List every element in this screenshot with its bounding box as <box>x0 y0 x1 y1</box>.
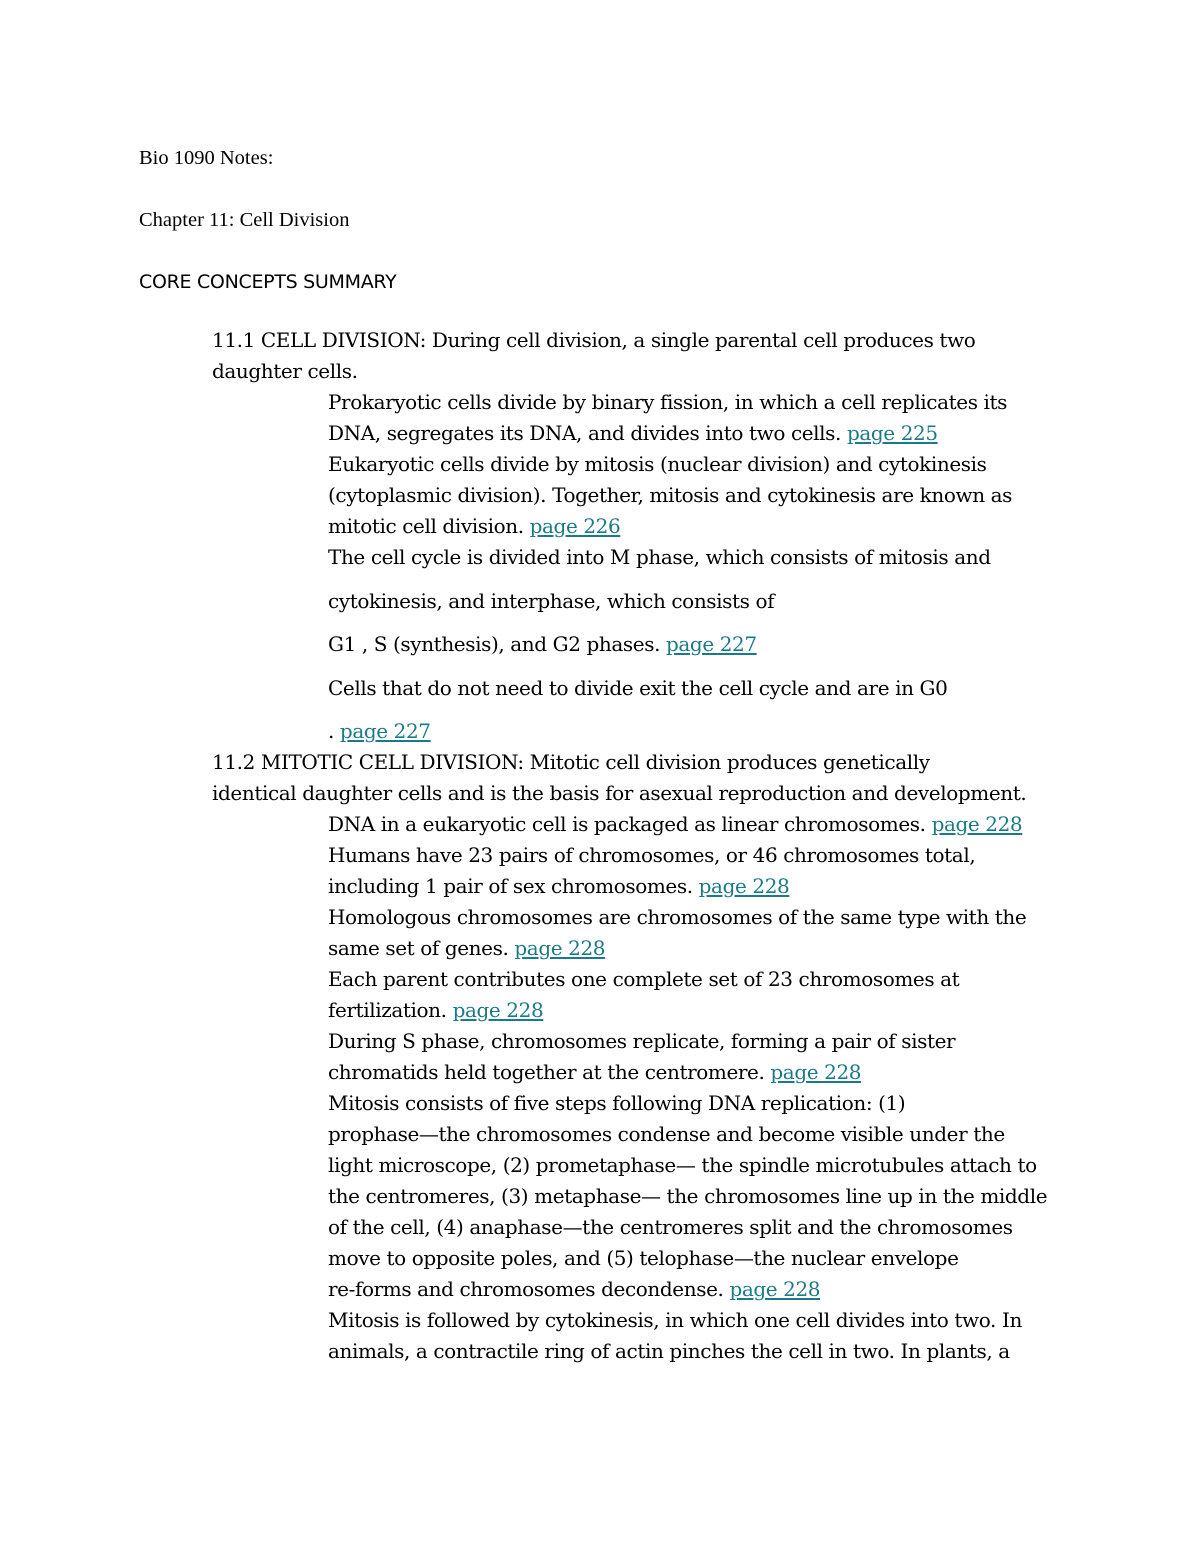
bullet-text: animals, a contractile ring of actin pinches the cell in two. In plants, a <box>328 1339 1010 1363</box>
bullet-text: Mitosis is followed by cytokinesis, in which one cell divides into two. In <box>328 1308 1022 1332</box>
bullet-text: Homologous chromosomes are chromosomes of the same type with the <box>328 905 1027 929</box>
bullet-text: re-forms and chromosomes decondense. page 228 <box>328 1277 821 1301</box>
bullet-text: (cytoplasmic division). Together, mitosis and cytokinesis are known as <box>328 483 1013 507</box>
section-title: CORE CONCEPTS SUMMARY <box>139 271 397 293</box>
section-heading-11-1: 11.1 CELL DIVISION: During cell division, a single parental cell produces two <box>212 328 976 352</box>
bullet-text: Cells that do not need to divide exit the cell cycle and are in G0 <box>328 676 948 700</box>
bullet-text: of the cell, (4) anaphase—the centromeres split and the chromosomes <box>328 1215 1013 1239</box>
bullet-text: same set of genes. page 228 <box>328 936 606 960</box>
bullet-text: Humans have 23 pairs of chromosomes, or 46 chromosomes total, <box>328 843 976 867</box>
bullet-text: G1 , S (synthesis), and G2 phases. page 227 <box>328 632 757 656</box>
bullet-text: Mitosis consists of five steps following DNA replication: (1) <box>328 1091 906 1115</box>
page-link[interactable]: page 228 <box>514 936 606 960</box>
page-link[interactable]: page 225 <box>846 421 938 445</box>
bullet-text: cytokinesis, and interphase, which consists of <box>328 589 775 613</box>
page-link[interactable]: page 227 <box>339 719 431 743</box>
bullet-text: . page 227 <box>328 719 431 743</box>
bullet-text: chromatids held together at the centromere. page 228 <box>328 1060 862 1084</box>
section-heading-11-2: 11.2 MITOTIC CELL DIVISION: Mitotic cell division produces genetically <box>212 750 930 774</box>
bullet-text: The cell cycle is divided into M phase, which consists of mitosis and <box>328 545 991 569</box>
chapter-title: Chapter 11: Cell Division <box>139 209 350 231</box>
bullet-text: move to opposite poles, and (5) telophase—the nuclear envelope <box>328 1246 959 1270</box>
page-link[interactable]: page 228 <box>698 874 790 898</box>
bullet-text: DNA, segregates its DNA, and divides into two cells. page 225 <box>328 421 938 445</box>
bullet-text: Each parent contributes one complete set of 23 chromosomes at <box>328 967 960 991</box>
page-link[interactable]: page 228 <box>729 1277 821 1301</box>
section-heading-11-1-cont: daughter cells. <box>212 359 358 383</box>
bullet-text: Eukaryotic cells divide by mitosis (nuclear division) and cytokinesis <box>328 452 987 476</box>
bullet-text: DNA in a eukaryotic cell is packaged as linear chromosomes. page 228 <box>328 812 1023 836</box>
section-heading-11-2-cont: identical daughter cells and is the basis for asexual reproduction and development. <box>212 781 1027 805</box>
page-link[interactable]: page 228 <box>931 812 1023 836</box>
bullet-text: Prokaryotic cells divide by binary fission, in which a cell replicates its <box>328 390 1008 414</box>
page-link[interactable]: page 226 <box>529 514 621 538</box>
page-link[interactable]: page 228 <box>770 1060 862 1084</box>
page-link[interactable]: page 228 <box>452 998 544 1022</box>
bullet-text: prophase—the chromosomes condense and become visible under the <box>328 1122 1005 1146</box>
bullet-text: light microscope, (2) prometaphase— the spindle microtubules attach to <box>328 1153 1037 1177</box>
page-link[interactable]: page 227 <box>666 632 757 656</box>
bullet-text: fertilization. page 228 <box>328 998 544 1022</box>
bullet-text: During S phase, chromosomes replicate, forming a pair of sister <box>328 1029 956 1053</box>
course-title: Bio 1090 Notes: <box>139 147 274 169</box>
bullet-text: the centromeres, (3) metaphase— the chromosomes line up in the middle <box>328 1184 1048 1208</box>
bullet-text: including 1 pair of sex chromosomes. page 228 <box>328 874 790 898</box>
bullet-text: mitotic cell division. page 226 <box>328 514 621 538</box>
